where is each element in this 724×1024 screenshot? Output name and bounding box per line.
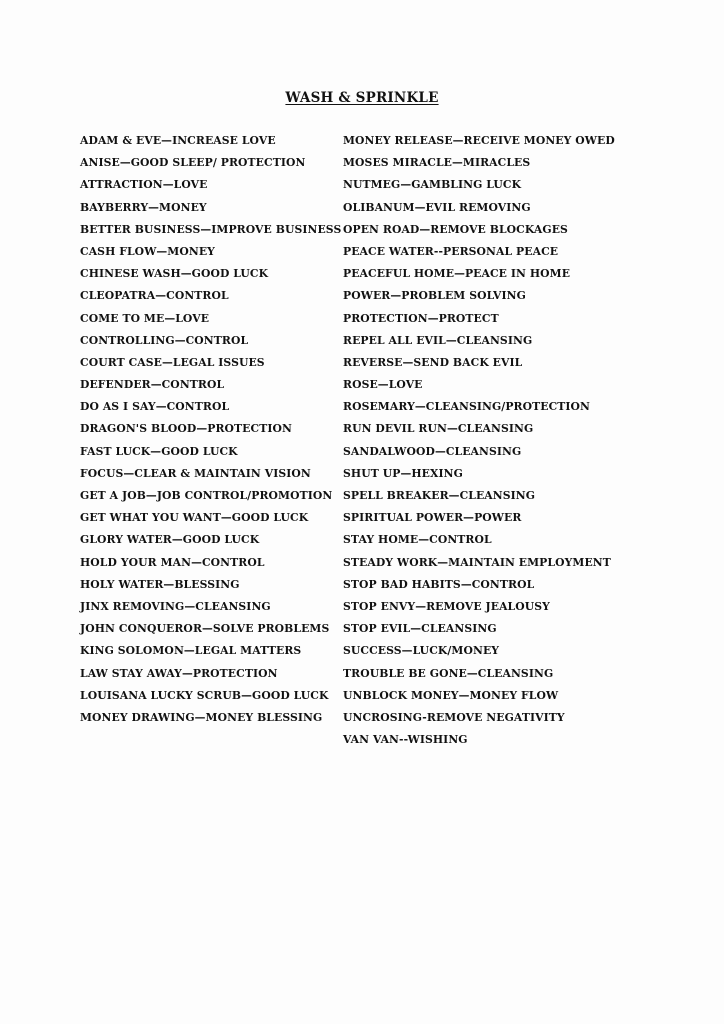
list-item: ROSEMARY—CLEANSING/PROTECTION: [343, 400, 591, 414]
left-column-list: [80, 130, 342, 729]
list-item: SUCCESS—LUCK/MONEY: [343, 644, 500, 658]
list-item: CHINESE WASH—GOOD LUCK: [80, 267, 269, 281]
document-title: WASH & SPRINKLE: [285, 90, 439, 106]
list-item: DRAGON'S BLOOD—PROTECTION: [80, 422, 292, 436]
list-item: TROUBLE BE GONE—CLEANSING: [343, 666, 554, 680]
list-item: LAW STAY AWAY—PROTECTION: [80, 666, 278, 680]
list-item: GET A JOB—JOB CONTROL/PROMOTION: [80, 489, 333, 502]
list-item: DO AS I SAY—CONTROL: [80, 400, 230, 414]
list-item: SPELL BREAKER—CLEANSING: [343, 489, 536, 502]
list-item: SPIRITUAL POWER—POWER: [343, 511, 522, 525]
list-item: ROSE—LOVE: [343, 378, 423, 392]
list-item: GET WHAT YOU WANT—GOOD LUCK: [80, 511, 309, 525]
list-item: STEADY WORK—MAINTAIN EMPLOYMENT: [343, 555, 611, 569]
list-item: POWER—PROBLEM SOLVING: [343, 289, 526, 303]
list-item: JINX REMOVING—CLEANSING: [80, 599, 271, 613]
list-item: DEFENDER—CONTROL: [80, 378, 225, 392]
list-item: ATTRACTION—LOVE: [80, 178, 208, 192]
list-item: HOLD YOUR MAN—CONTROL: [80, 555, 265, 569]
list-item: LOUISANA LUCKY SCRUB—GOOD LUCK: [80, 688, 329, 702]
list-item: STOP BAD HABITS—CONTROL: [343, 577, 535, 591]
list-item: PROTECTION—PROTECT: [343, 311, 499, 325]
list-item: UNBLOCK MONEY—MONEY FLOW: [343, 688, 559, 702]
list-item: REPEL ALL EVIL—CLEANSING: [343, 333, 533, 347]
list-item: STOP ENVY—REMOVE JEALOUSY: [343, 599, 550, 613]
right-column-list: [343, 130, 613, 751]
list-item: SHUT UP—HEXING: [343, 466, 463, 480]
list-item: GLORY WATER—GOOD LUCK: [80, 533, 260, 547]
list-item: ANISE—GOOD SLEEP/ PROTECTION: [80, 156, 306, 170]
list-item: CONTROLLING—CONTROL: [80, 333, 249, 347]
list-item: PEACEFUL HOME—PEACE IN HOME: [343, 267, 571, 281]
list-item: BAYBERRY—MONEY: [80, 200, 207, 214]
list-item: RUN DEVIL RUN—CLEANSING: [343, 422, 534, 436]
list-item: MONEY DRAWING—MONEY BLESSING: [80, 710, 323, 724]
list-item: OPEN ROAD—REMOVE BLOCKAGES: [343, 222, 568, 236]
list-item: JOHN CONQUEROR—SOLVE PROBLEMS: [80, 622, 330, 636]
list-item: KING SOLOMON—LEGAL MATTERS: [80, 644, 302, 658]
list-item: MONEY RELEASE—RECEIVE MONEY OWED: [343, 134, 615, 147]
list-item: FOCUS—CLEAR & MAINTAIN VISION: [80, 466, 311, 480]
list-item: UNCROSING-REMOVE NEGATIVITY: [343, 710, 565, 724]
list-item: PEACE WATER--PERSONAL PEACE: [343, 244, 559, 258]
list-item: FAST LUCK—GOOD LUCK: [80, 444, 238, 458]
list-item: REVERSE—SEND BACK EVIL: [343, 355, 523, 369]
list-item: SANDALWOOD—CLEANSING: [343, 444, 522, 458]
list-item: VAN VAN--WISHING: [343, 733, 468, 747]
list-item: COME TO ME—LOVE: [80, 311, 210, 325]
list-item: ADAM & EVE—INCREASE LOVE: [80, 134, 276, 147]
list-item: OLIBANUM—EVIL REMOVING: [343, 200, 531, 214]
list-item: COURT CASE—LEGAL ISSUES: [80, 355, 265, 369]
list-item: BETTER BUSINESS—IMPROVE BUSINESS: [80, 222, 342, 236]
list-item: CLEOPATRA—CONTROL: [80, 289, 229, 303]
list-item: CASH FLOW—MONEY: [80, 244, 215, 258]
list-item: MOSES MIRACLE—MIRACLES: [343, 156, 531, 170]
list-item: HOLY WATER—BLESSING: [80, 577, 240, 591]
list-item: NUTMEG—GAMBLING LUCK: [343, 178, 522, 192]
list-item: STOP EVIL—CLEANSING: [343, 622, 497, 636]
list-item: STAY HOME—CONTROL: [343, 533, 492, 547]
